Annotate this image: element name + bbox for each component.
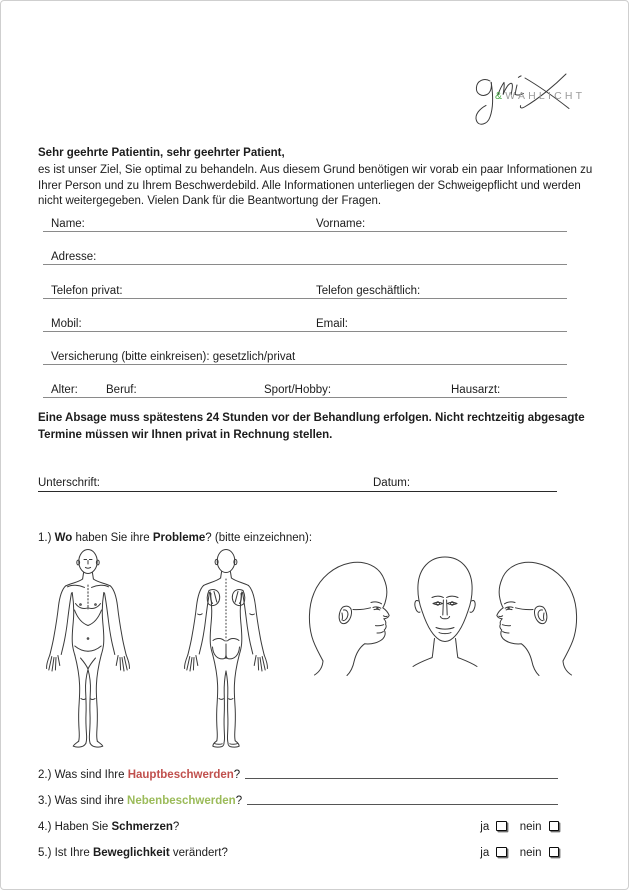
label-nein-q4: nein: [519, 821, 542, 833]
input-line-unterschrift-datum[interactable]: [38, 491, 557, 492]
label-email: Email:: [316, 318, 348, 330]
head-profile-facing-left-diagram[interactable]: [489, 549, 585, 679]
question-3: 3.) Was sind ihre Nebenbeschwerden ?: [38, 792, 558, 807]
label-name: Name:: [51, 218, 85, 230]
input-line-alter-beruf[interactable]: [43, 397, 567, 398]
question-4: 4.) Haben Sie Schmerzen ? ja nein: [38, 818, 559, 833]
checkbox-nein-q4[interactable]: [549, 821, 560, 832]
input-line-name-vorname[interactable]: [43, 231, 567, 232]
label-hausarzt: Hausarzt:: [451, 384, 501, 396]
body-back-diagram[interactable]: [183, 548, 269, 748]
intro-paragraph: es ist unser Ziel, Sie optimal zu behandeln. Aus diesem Grund benötigen wir vorab ein paar Informationen zu Ihrer Person und zu Ihrem Beschwerdebild. Alle Informationen unterliegen der Schweigepflicht und werden nicht weitergegeben. Vielen Dank für die Beantwortung der Fragen.: [38, 164, 593, 208]
label-ja-q4: ja: [480, 821, 490, 833]
label-mobil: Mobil:: [51, 318, 82, 330]
nebenbeschwerden-highlight: Nebenbeschwerden: [127, 795, 236, 807]
label-datum: Datum:: [373, 477, 411, 489]
question-2: 2.) Was sind Ihre Hauptbeschwerden ?: [38, 766, 558, 781]
input-line-adresse[interactable]: [43, 264, 567, 265]
label-adresse: Adresse:: [51, 251, 97, 263]
cancellation-notice: Eine Absage muss spätestens 24 Stunden vor der Behandlung erfolgen. Nicht rechtzeitig abgesagte Termine müssen wir Ihnen privat in Rechnung stellen.: [38, 412, 585, 441]
answer-line-q2[interactable]: [245, 778, 558, 779]
label-telefon-geschaeftlich: Telefon geschäftlich:: [316, 285, 421, 297]
hauptbeschwerden-highlight: Hauptbeschwerden: [127, 769, 234, 781]
label-telefon-privat: Telefon privat:: [51, 285, 123, 297]
checkbox-ja-q4[interactable]: [496, 821, 507, 832]
input-line-mobil-email[interactable]: [43, 331, 567, 332]
body-front-diagram[interactable]: [45, 548, 131, 748]
head-front-diagram[interactable]: [404, 549, 486, 679]
label-ja-q5: ja: [480, 847, 490, 859]
label-versicherung: Versicherung (bitte einkreisen): gesetzlich/privat: [51, 351, 296, 363]
checkbox-nein-q5[interactable]: [549, 847, 560, 858]
label-alter: Alter:: [51, 384, 78, 396]
label-beruf: Beruf:: [106, 384, 137, 396]
logo-name: WAHLICHT: [505, 90, 586, 102]
salutation-line: Sehr geehrte Patientin, sehr geehrter Patient,: [38, 147, 285, 159]
logo-wordmark: [495, 90, 585, 102]
answer-line-q3[interactable]: [247, 804, 558, 805]
label-unterschrift: Unterschrift:: [38, 477, 100, 489]
label-sport-hobby: Sport/Hobby:: [264, 384, 332, 396]
head-profile-facing-right-diagram[interactable]: [301, 549, 397, 679]
question-1: 1.) Wo haben Sie ihre Probleme? (bitte einzeichnen):: [38, 532, 313, 544]
question-5: 5.) Ist Ihre Beweglichkeit verändert? ja nein: [38, 844, 559, 859]
input-line-telefon[interactable]: [43, 298, 567, 299]
input-line-versicherung[interactable]: [43, 364, 567, 365]
label-nein-q5: nein: [519, 847, 542, 859]
checkbox-ja-q5[interactable]: [496, 847, 507, 858]
label-vorname: Vorname:: [316, 218, 366, 230]
logo-ampersand: &: [495, 90, 506, 102]
